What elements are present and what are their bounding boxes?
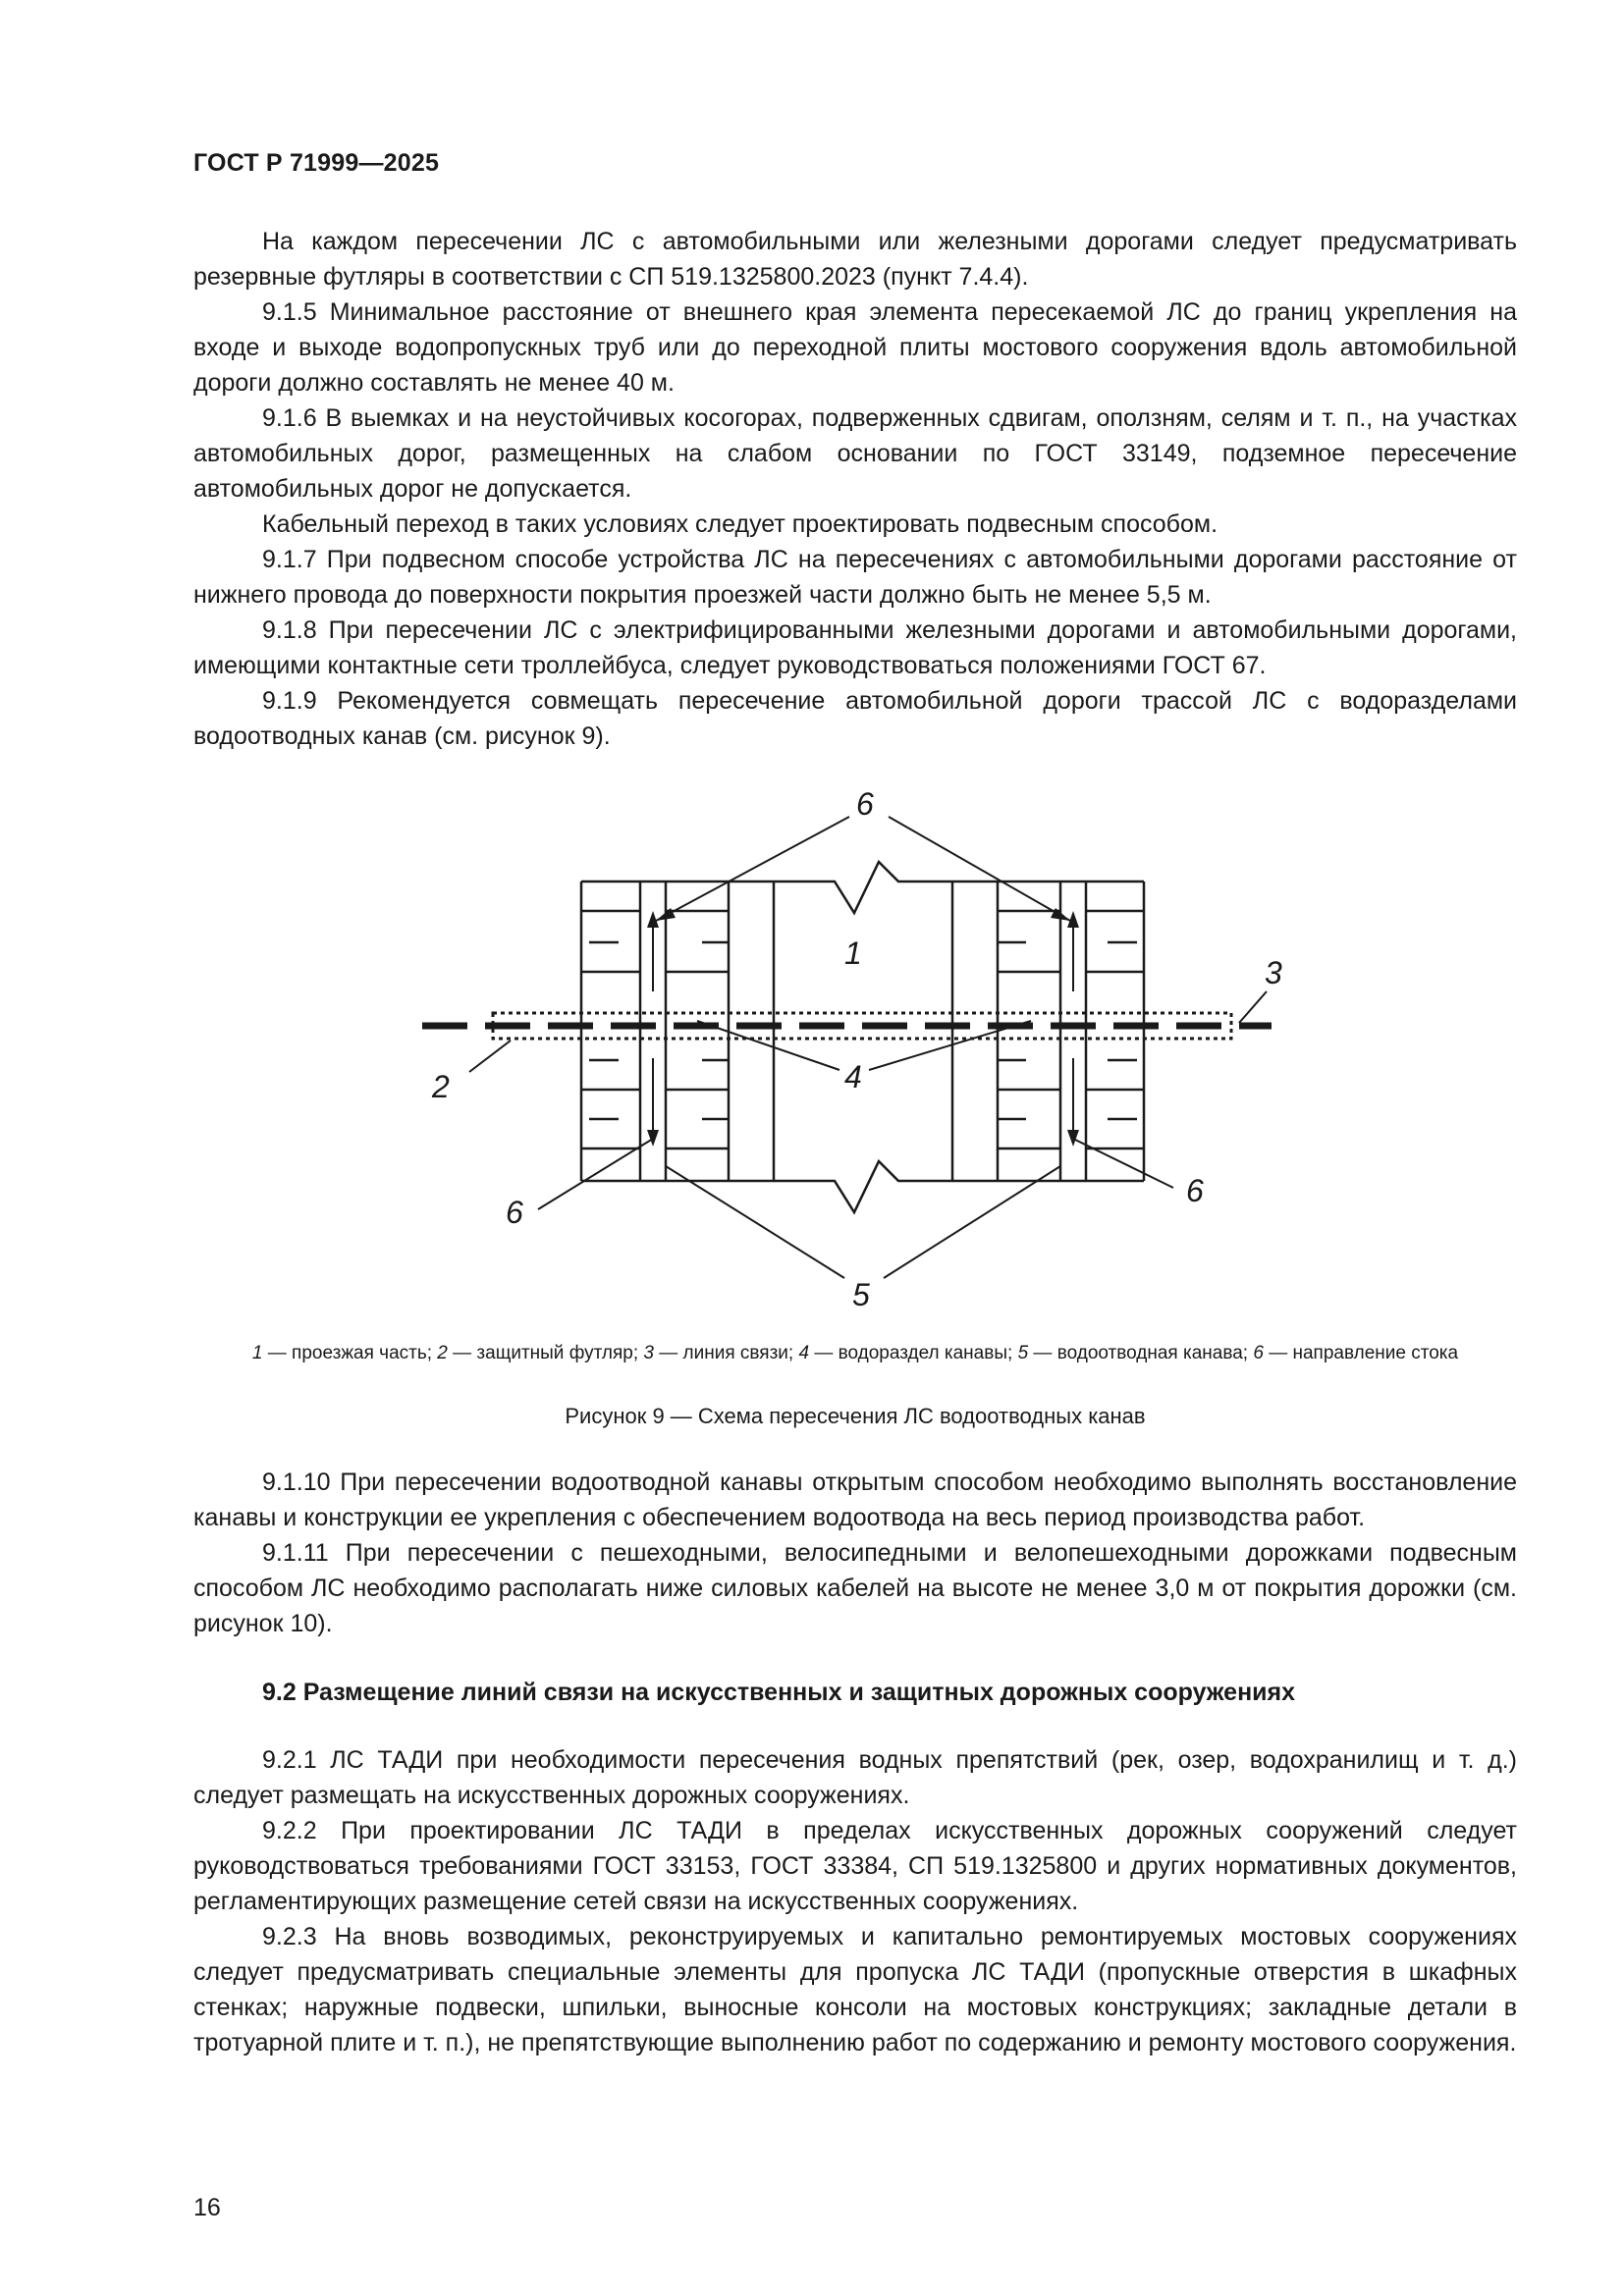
text-block-bottom bbox=[193, 1742, 1517, 2060]
paragraph: 9.1.11 При пересечении с пешеходными, велосипедными и велопешеходными дорожками подвесным способом ЛС необходимо располагать ниже силовых кабелей на высоте не менее 3,0 м от покрытия дорожки (см. рисунок 10). bbox=[193, 1539, 1517, 1637]
text-block-top bbox=[193, 224, 1517, 754]
legend-text: — линия связи; bbox=[653, 1343, 799, 1363]
paragraph: 9.1.10 При пересечении водоотводной канавы открытым способом необходимо выполнять восстановление канавы и конструкции ее укрепления с обеспечением водоотвода на весь период производства работ. bbox=[193, 1468, 1517, 1531]
label-3: 3 bbox=[1265, 955, 1282, 990]
label-1: 1 bbox=[844, 935, 862, 971]
paragraph: Кабельный переход в таких условиях следует проектировать подвесным способом. bbox=[262, 510, 1218, 538]
page-number: 16 bbox=[193, 2194, 221, 2221]
paragraph: 9.2.1 ЛС ТАДИ при необходимости пересечения водных препятствий (рек, озер, водохранилищ и т. д.) следует размещать на искусственных дорожных сооружениях. bbox=[193, 1746, 1517, 1809]
label-6-right: 6 bbox=[1186, 1173, 1204, 1208]
label-6-left: 6 bbox=[506, 1195, 523, 1230]
paragraph: 9.1.9 Рекомендуется совмещать пересечение автомобильной дороги трассой ЛС с водоразделами водоотводных канав (см. рисунок 9). bbox=[193, 687, 1517, 750]
paragraph: 9.1.7 При подвесном способе устройства ЛС на пересечениях с автомобильными дорогами расстояние от нижнего провода до поверхности покрытия проезжей части должно быть не менее 5,5 м. bbox=[193, 546, 1517, 609]
figure-9-diagram bbox=[412, 786, 1282, 1323]
paragraph: 9.2.3 На вновь возводимых, реконструируемых и капитально ремонтируемых мостовых сооружениях следует предусматривать специальные элементы для пропуска ЛС ТАДИ (пропускные отверстия в шкафных стенках; наружные подвески, шпильки, выносные консоли на мостовых конструкциях; закладные детали в тротуарной плите и т. п.), не препятствующие выполнению работ по содержанию и ремонту мостового сооружения. bbox=[193, 1923, 1517, 2056]
label-6-top: 6 bbox=[856, 786, 874, 822]
legend-text: — водоотводная канава; bbox=[1028, 1343, 1254, 1363]
slope-hatching-left bbox=[581, 911, 729, 1148]
document-header: ГОСТ Р 71999—2025 bbox=[193, 149, 440, 177]
legend-text: — водораздел канавы; bbox=[809, 1343, 1018, 1363]
label-4: 4 bbox=[844, 1059, 862, 1095]
label-5: 5 bbox=[852, 1277, 870, 1312]
legend-num: 2 bbox=[437, 1343, 448, 1363]
figure-caption: Рисунок 9 — Схема пересечения ЛС водоотводных канав bbox=[565, 1404, 1146, 1428]
legend-num: 3 bbox=[643, 1343, 654, 1363]
legend-text: — направление стока bbox=[1263, 1343, 1459, 1363]
paragraph: 9.2.2 При проектировании ЛС ТАДИ в пределах искусственных дорожных сооружений следует руководствоваться требованиями ГОСТ 33153, ГОСТ 33384, СП 519.1325800 и других нормативных документов, регламентирующих размещение сетей связи на искусственных сооружениях. bbox=[193, 1817, 1517, 1915]
legend-num: 1 bbox=[251, 1343, 263, 1363]
paragraph: На каждом пересечении ЛС с автомобильными или железными дорогами следует предусматривать резервные футляры в соответствии с СП 519.1325800.2023 (пункт 7.4.4). bbox=[193, 228, 1517, 291]
legend-text: — защитный футляр; bbox=[447, 1343, 644, 1363]
section-title: 9.2 Размещение линий связи на искусственных и защитных дорожных сооружениях bbox=[262, 1679, 1296, 1706]
slope-hatching-right bbox=[998, 911, 1144, 1148]
legend-num: 6 bbox=[1253, 1343, 1264, 1363]
label-2: 2 bbox=[432, 1069, 450, 1104]
figure-legend bbox=[193, 1340, 1517, 1367]
legend-text: — проезжая часть; bbox=[262, 1343, 438, 1363]
paragraph: 9.1.5 Минимальное расстояние от внешнего края элемента пересекаемой ЛС до границ укрепления на входе и выходе водопропускных труб или до переходной плиты мостового сооружения вдоль автомобильной дороги должно составлять не менее 40 м. bbox=[193, 298, 1517, 397]
legend-num: 4 bbox=[798, 1343, 810, 1363]
paragraph: 9.1.8 При пересечении ЛС с электрифицированными железными дорогами и автомобильными дорогами, имеющими контактные сети троллейбуса, следует руководствоваться положениями ГОСТ 67. bbox=[193, 616, 1517, 679]
text-block-mid bbox=[193, 1465, 1517, 1641]
legend-num: 5 bbox=[1017, 1343, 1029, 1363]
paragraph: 9.1.6 В выемках и на неустойчивых косогорах, подверженных сдвигам, оползням, селям и т. п., на участках автомобильных дорог, размещенных на слабом основании по ГОСТ 33149, подземное пересечение автомобильных дорог не допускается. bbox=[193, 404, 1517, 503]
